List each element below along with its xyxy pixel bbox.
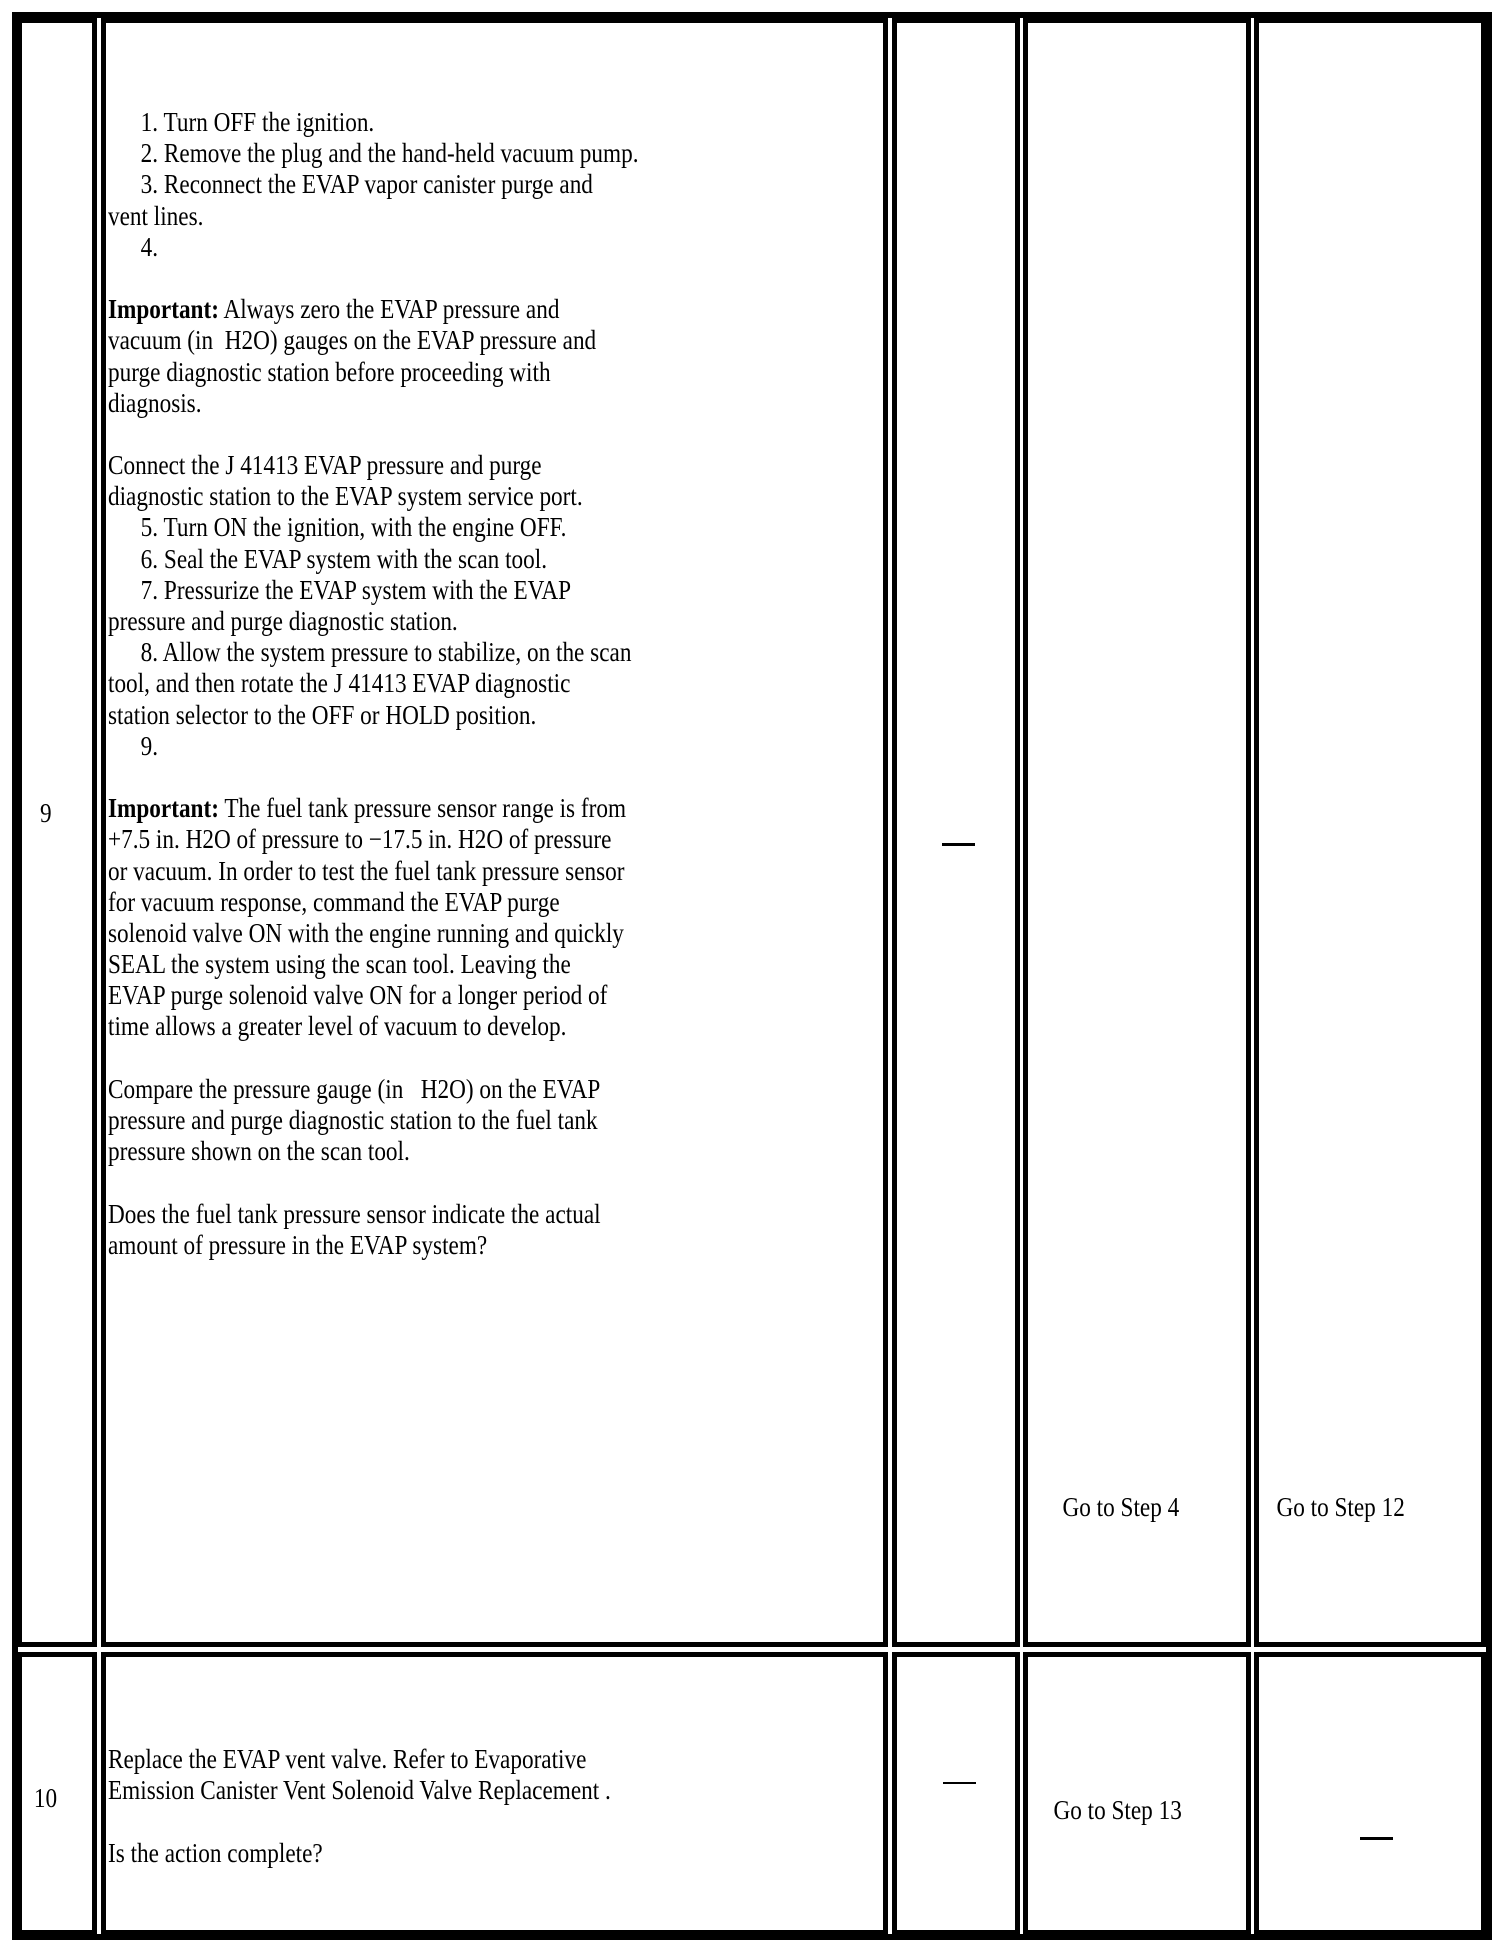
action-line: [108, 450, 639, 481]
action-line-text: Emission Canister Vent Solenoid Valve Replacement .: [108, 1775, 611, 1806]
action-line: [108, 232, 639, 263]
action-line-text: pressure and purge diagnostic station to the fuel tank: [108, 1105, 598, 1135]
no-cell: [1254, 1652, 1486, 1935]
action-line-text: time allows a greater level of vacuum to develop.: [108, 1011, 567, 1042]
action-line: [108, 169, 639, 200]
action-line-text: purge diagnostic station before proceeding with: [108, 356, 551, 387]
action-line-text: Connect the J 41413 EVAP pressure and purge: [108, 450, 542, 481]
action-cell: [101, 1652, 888, 1935]
action-line: [108, 1074, 639, 1105]
dash-icon: [943, 1782, 976, 1784]
action-line: [108, 949, 639, 980]
action-line: [108, 1199, 639, 1230]
action-line: [108, 1230, 639, 1261]
action-cell: [101, 18, 888, 1647]
no-cell[interactable]: [1254, 18, 1486, 1647]
dash-icon: [1360, 1837, 1393, 1840]
action-line-text: Is the action complete?: [108, 1837, 323, 1868]
action-line-text: vacuum (in H2O) gauges on the EVAP pressure and: [108, 325, 597, 356]
action-line-text: 7. Pressurize the EVAP system with the EVAP: [140, 574, 572, 605]
action-line-text: The fuel tank pressure sensor range is from: [218, 793, 627, 824]
action-line-text: solenoid valve ON with the engine running and quickly: [108, 917, 624, 948]
action-line: [108, 637, 639, 668]
action-line: [108, 1775, 611, 1806]
action-line: [108, 762, 639, 793]
action-line: [108, 357, 639, 388]
action-line-text: 9.: [140, 730, 159, 761]
action-line-text: station selector to the OFF or HOLD position.: [108, 699, 537, 730]
action-line: [108, 138, 639, 169]
action-line: [108, 980, 639, 1011]
action-line-text: 5. Turn ON the ignition, with the engine OFF.: [140, 512, 567, 543]
action-line: [108, 107, 639, 138]
action-line-text: 4.: [140, 231, 159, 262]
action-line: [108, 731, 639, 762]
action-line: [108, 1806, 611, 1837]
step-number: 9: [39, 798, 52, 828]
yes-link[interactable]: Go to Step 4: [1062, 1492, 1180, 1522]
action-line: [108, 575, 639, 606]
action-line: [108, 1838, 611, 1869]
action-line-text: +7.5 in. H2O of pressure to −17.5 in. H2O of pressure: [108, 824, 612, 855]
action-line: [108, 263, 639, 294]
action-line: [108, 512, 639, 543]
action-line-text: 3. Reconnect the EVAP vapor canister purge and: [140, 169, 593, 200]
action-line: [108, 1167, 639, 1198]
action-text: [108, 107, 639, 1261]
action-line: [108, 201, 639, 232]
action-line-text: 2. Remove the plug and the hand-held vacuum pump.: [140, 138, 639, 169]
action-line: [108, 1105, 639, 1136]
yes-link[interactable]: Go to Step 13: [1053, 1795, 1182, 1825]
action-line: [108, 793, 639, 824]
action-line: [108, 668, 639, 699]
action-line: [108, 1011, 639, 1042]
yes-cell[interactable]: [1023, 1652, 1251, 1935]
step-cell: [17, 1652, 97, 1935]
important-label: Important:: [108, 793, 219, 824]
action-line: [108, 606, 639, 637]
action-line-text: for vacuum response, command the EVAP purge: [108, 886, 560, 917]
yes-cell[interactable]: [1023, 18, 1251, 1647]
action-line: [108, 294, 639, 325]
action-line: [108, 918, 639, 949]
action-line-text: pressure and purge diagnostic station.: [108, 606, 458, 636]
action-line-text: Does the fuel tank pressure sensor indicate the actual: [108, 1198, 601, 1229]
step-number: 10: [33, 1783, 58, 1813]
action-line: [108, 1043, 639, 1074]
action-line-text: 8. Allow the system pressure to stabilize, on the scan: [140, 637, 632, 668]
action-line-text: Replace the EVAP vent valve. Refer to Evaporative: [108, 1744, 587, 1774]
action-line-text: diagnosis.: [108, 387, 202, 418]
action-line: [108, 824, 639, 855]
action-line: [108, 481, 639, 512]
action-line-text: vent lines.: [108, 200, 204, 231]
action-line-text: pressure shown on the scan tool.: [108, 1136, 410, 1167]
action-line-text: SEAL the system using the scan tool. Leaving the: [108, 949, 571, 980]
action-line-text: Always zero the EVAP pressure and: [218, 294, 560, 325]
action-text: [108, 1744, 611, 1869]
action-line: [108, 419, 639, 450]
action-line-text: EVAP purge solenoid valve ON for a longer period of: [108, 980, 608, 1011]
action-line: [108, 325, 639, 356]
action-line: [108, 887, 639, 918]
value-cell: [892, 18, 1020, 1647]
no-link[interactable]: Go to Step 12: [1276, 1492, 1405, 1522]
action-line: [108, 700, 639, 731]
action-line-text: 1. Turn OFF the ignition.: [140, 107, 375, 137]
action-line: [108, 388, 639, 419]
action-line-text: Compare the pressure gauge (in H2O) on the EVAP: [108, 1073, 601, 1104]
action-line-text: or vacuum. In order to test the fuel tank pressure sensor: [108, 855, 625, 886]
action-line: [108, 1136, 639, 1167]
action-line-text: amount of pressure in the EVAP system?: [108, 1229, 488, 1260]
action-line-text: 6. Seal the EVAP system with the scan tool.: [140, 543, 548, 574]
action-line-text: tool, and then rotate the J 41413 EVAP diagnostic: [108, 668, 571, 699]
action-line: [108, 856, 639, 887]
dash-icon: [942, 843, 975, 846]
action-line: [108, 544, 639, 575]
action-line-text: diagnostic station to the EVAP system service port.: [108, 481, 583, 512]
step-cell: [17, 18, 97, 1647]
value-cell: [892, 1652, 1020, 1935]
action-line: [108, 1744, 611, 1775]
important-label: Important:: [108, 294, 219, 325]
